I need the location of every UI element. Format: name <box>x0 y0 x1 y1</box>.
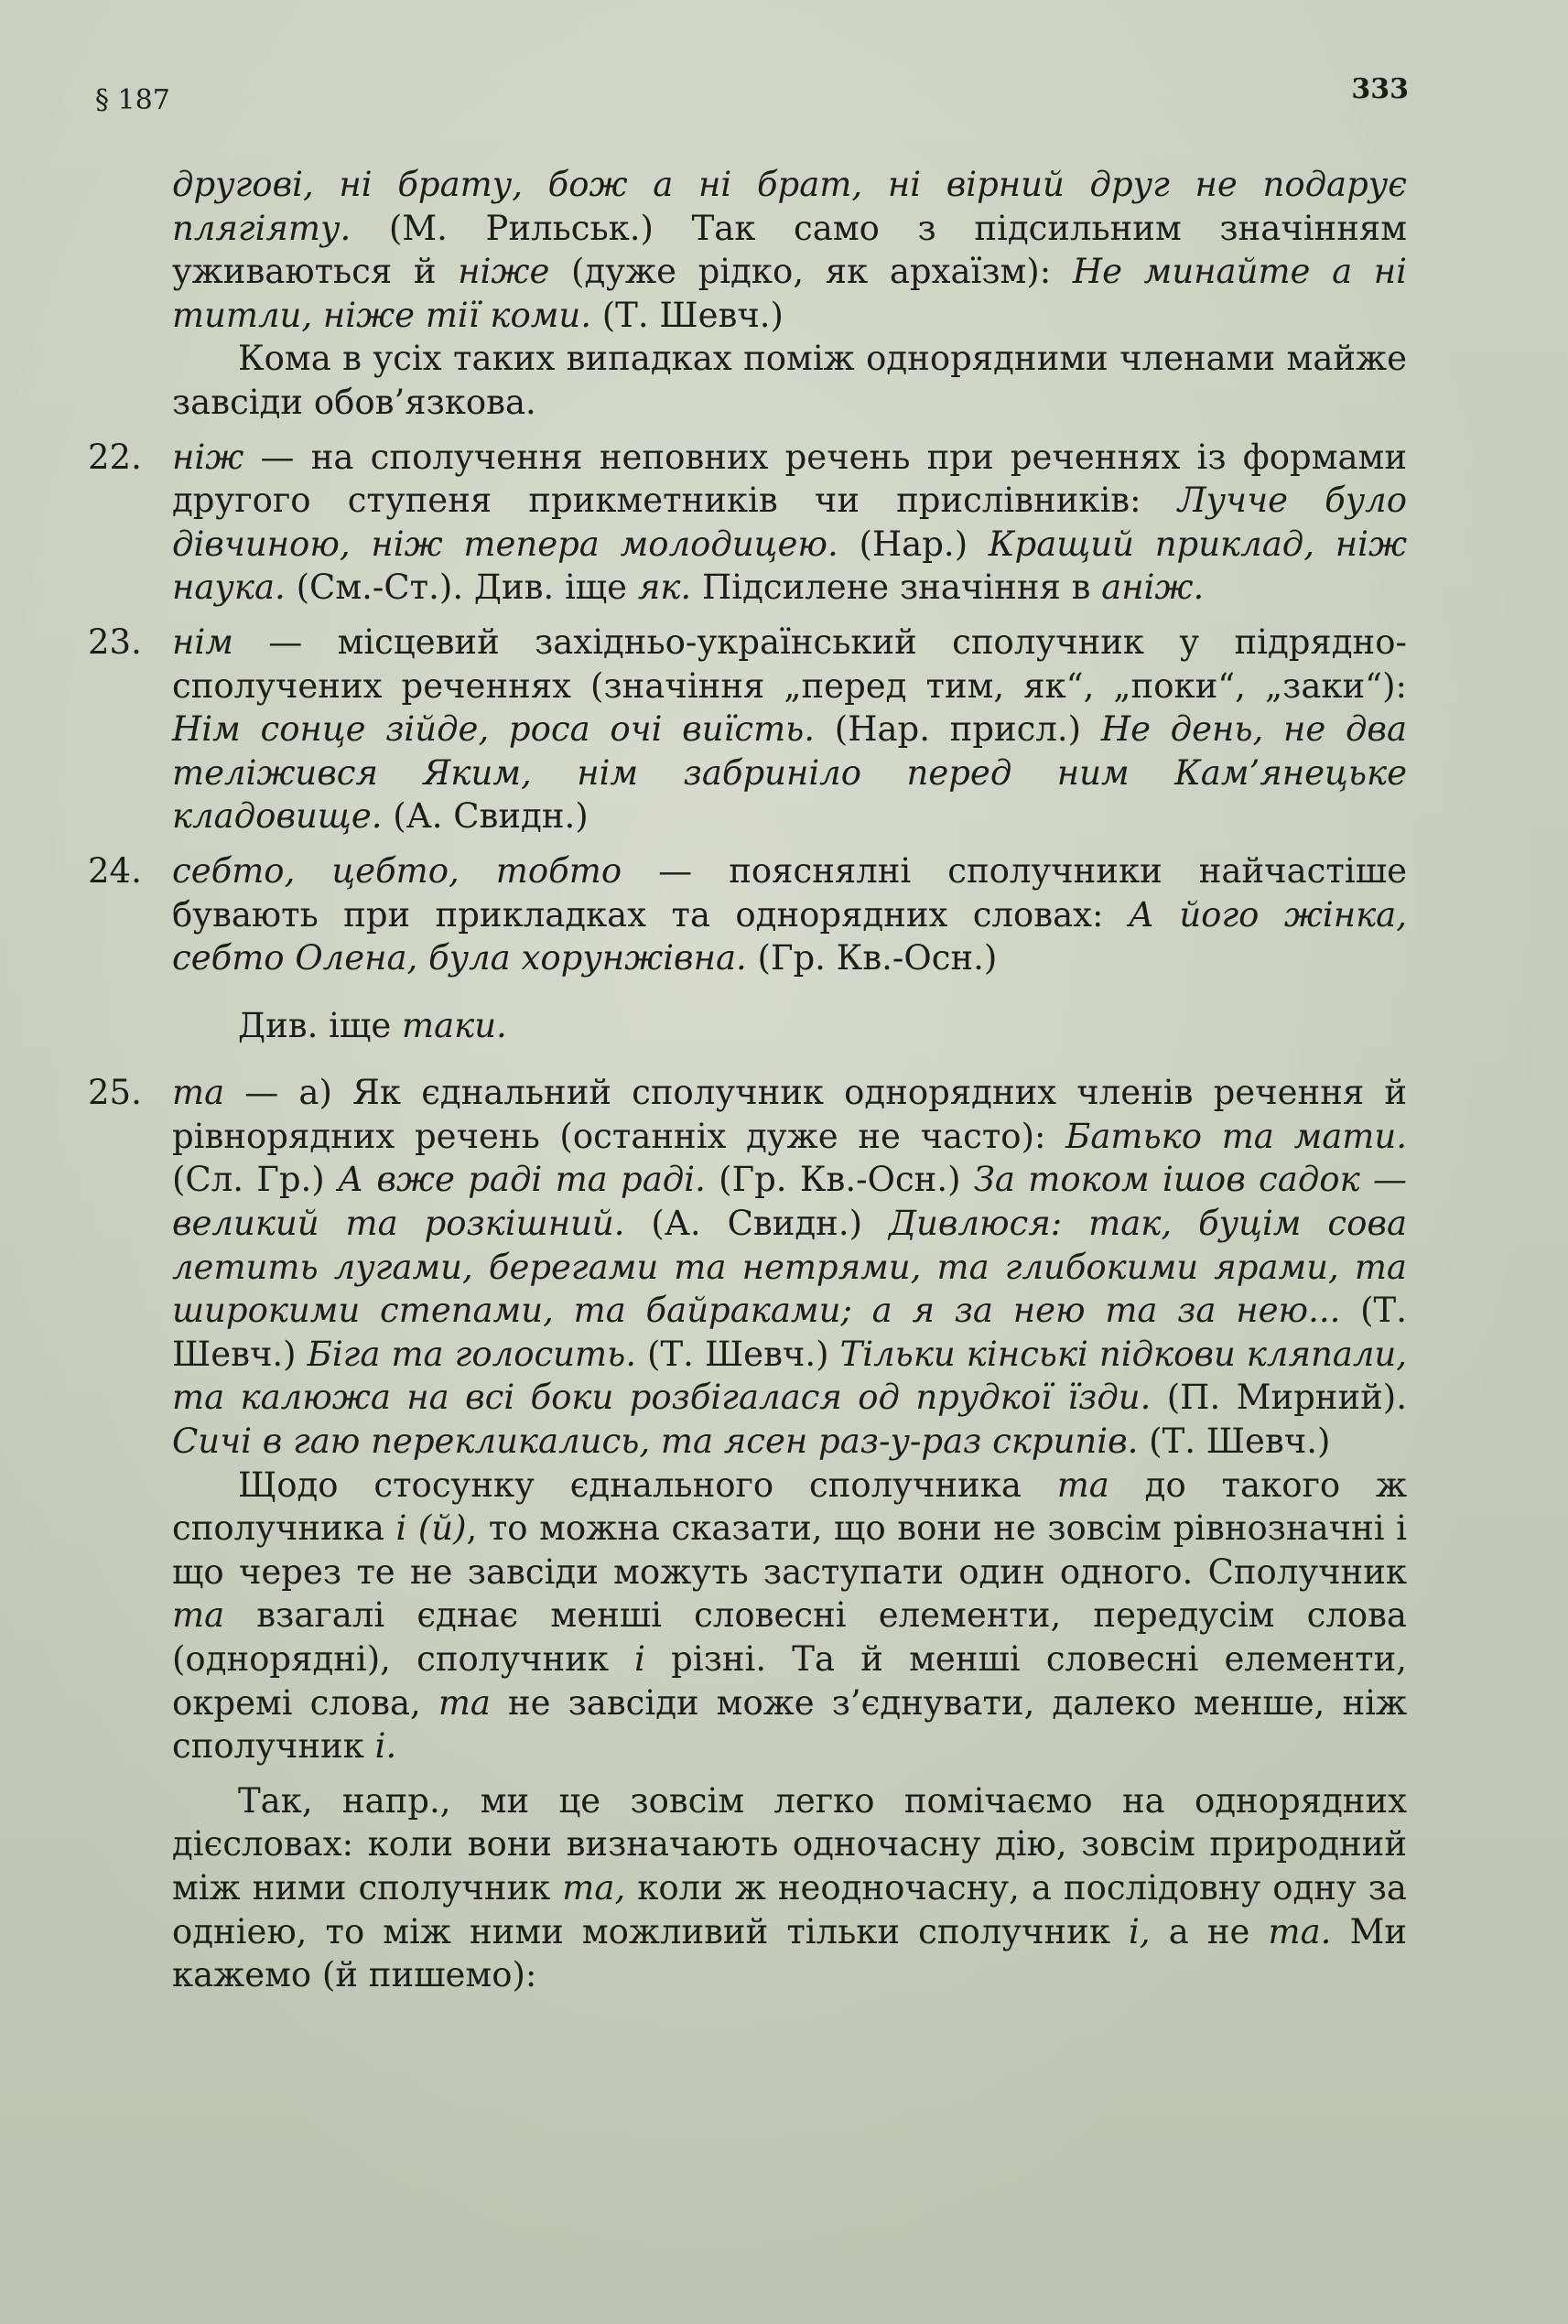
text-run: Не минайте а ні титли, ніже тії коми. <box>172 252 1407 335</box>
text-run: аніж. <box>1101 567 1205 608</box>
text-run: та <box>172 1073 225 1113</box>
text-run: і <box>634 1639 645 1679</box>
text-run: та, <box>562 1867 626 1908</box>
text-run: Ми кажемо (й пишемо): <box>172 1911 1408 1995</box>
list-item-22 <box>88 436 1407 610</box>
text-run: (Т. Шевч.) <box>172 1291 1407 1374</box>
list-item-23 <box>88 621 1407 838</box>
text-run: (Нар. присл.) <box>815 709 1101 750</box>
page-header <box>95 73 1409 121</box>
text-run: А вже раді та раді. <box>338 1160 706 1200</box>
text-run: Див. іще <box>238 1005 402 1045</box>
text-run: (Т. Шевч.) <box>590 295 784 335</box>
text-run: Підсилене значіння в <box>691 567 1102 608</box>
text-run: Дивлюся: так, буцім сова летить лугами, берегами та нетрями, та глибокими ярами, та широкими степами, та байраками; а я за нею та за нею... <box>172 1204 1407 1331</box>
text-run: — місцевий західньо-український сполучник у підрядно-сполучених реченнях (значіння „перед тим, як“, „поки“, „заки“): <box>172 622 1407 706</box>
text-run: другові, ні брату, бож а ні брат, ні вірний друг не подарує плягіяту. <box>172 165 1407 248</box>
text-run: та. <box>1268 1911 1332 1951</box>
text-run: взагалі єднає менші словесні елементи, передусім слова (однорядні), сполучник <box>172 1595 1407 1679</box>
text-run: ніж <box>172 437 244 477</box>
text-run: — а) Як єднальний сполучник однорядних членів речення й рівнорядних речень (останніх дуже не часто): <box>172 1073 1407 1156</box>
text-run: до такого ж сполучника <box>172 1465 1407 1549</box>
text-run: ніже <box>458 252 550 292</box>
text-run: (П. Мирний). <box>1151 1378 1407 1418</box>
text-run: нім <box>172 622 233 662</box>
text-run: таки. <box>401 1005 507 1045</box>
section-number: § 187 <box>95 84 170 116</box>
list-item-24 <box>88 849 1407 980</box>
text-run: Нім сонце зійде, роса очі виїсть. <box>172 709 816 750</box>
continuation-paragraph <box>172 163 1407 337</box>
text-run: Батько та мати. <box>1065 1116 1407 1156</box>
text-run: (Гр. Кв.-Осн.) <box>705 1160 974 1200</box>
paragraph-tak <box>172 1779 1407 1997</box>
text-run: та <box>438 1682 491 1723</box>
paragraph-shchodo <box>172 1464 1407 1768</box>
text-run: і, <box>1129 1911 1151 1951</box>
comma-note-paragraph: Кома в усіх таких випадках поміж однорядними членами майже завсіди обов’язкова. <box>172 339 1407 422</box>
text-run: та <box>172 1595 225 1636</box>
text-run: себто, цебто, тобто <box>172 850 622 891</box>
text-run: (Гр. Кв.-Осн.) <box>746 938 998 978</box>
page-body <box>88 163 1408 1997</box>
text-run: різні. Та й менші словесні елементи, окремі слова, <box>172 1639 1407 1723</box>
item-number: 22. <box>88 437 142 477</box>
text-run: Не день, не два теліжився Яким, нім забриніло перед ним Кам’янецьке кладовище. <box>172 709 1407 837</box>
text-run: не завсіди може з’єднувати, далеко менше, ніж сполучник <box>172 1682 1407 1767</box>
text-run: та <box>1056 1465 1109 1505</box>
item-number: 23. <box>88 622 142 662</box>
text-run: За током ішов садок — великий та розкішний. <box>172 1160 1407 1244</box>
text-run: (См.-Ст.). Див. іще <box>285 567 638 608</box>
text-run: Тільки кінські підкови кляпали, та калюжа на всі боки розбігалася од прудкої їзди. <box>172 1334 1407 1418</box>
text-run: (М. Рильськ.) Так само з підсильним значінням уживаються й <box>172 208 1407 292</box>
text-run: як. <box>637 567 692 608</box>
text-run: (А. Свидн.) <box>382 796 589 837</box>
text-run: Сичі в гаю перекликались, та ясен раз-у-раз скрипів. <box>172 1421 1139 1462</box>
text-run: Щодо стосунку єднального сполучника <box>238 1465 1057 1505</box>
text-run: Лучче було дівчиною, ніж тепера молодицею. <box>172 481 1407 564</box>
text-run: (дуже рідко, як архаїзм): <box>549 252 1073 292</box>
text-run: Біга та голосить. <box>307 1334 637 1374</box>
text-run: (А. Свидн.) <box>624 1204 889 1244</box>
text-run: (Сл. Гр.) <box>172 1160 339 1200</box>
text-run: — пояснялні сполучники найчастіше бувають при прикладках та однорядних словах: <box>172 850 1407 935</box>
text-run: (Т. Шевч.) <box>636 1334 840 1374</box>
text-run: Так, напр., ми це зовсім легко помічаємо на однорядних дієсловах: коли вони визначають одночасну дію, зовсім природний між ними сполучник <box>172 1780 1407 1908</box>
see-also-line <box>172 1004 1407 1048</box>
text-run: , то можна сказати, що вони не зовсім рівнозначні і що через те не завсіди можуть заступати один одного. Сполучник <box>172 1508 1407 1592</box>
text-run: (Т. Шевч.) <box>1138 1421 1331 1462</box>
text-run: і (й) <box>395 1508 467 1549</box>
text-run: і. <box>374 1726 397 1767</box>
item-number: 24. <box>88 850 142 891</box>
item-number: 25. <box>88 1073 142 1113</box>
text-run: (Нар.) <box>838 524 989 564</box>
text-run: А його жінка, себто Олена, була хорунжівна. <box>172 894 1407 978</box>
text-run: — на сполучення неповних речень при реченнях із формами другого ступеня прикметників чи прислівників: <box>172 437 1407 521</box>
text-run: коли ж неодночасну, а послідовну одну за одніею, то між ними можливий тільки сполучник <box>172 1867 1407 1951</box>
page-number: 333 <box>1351 73 1409 105</box>
text-run: а не <box>1150 1911 1269 1951</box>
text-run: Кращий приклад, ніж наука. <box>172 524 1407 608</box>
list-item-25 <box>88 1071 1407 1463</box>
